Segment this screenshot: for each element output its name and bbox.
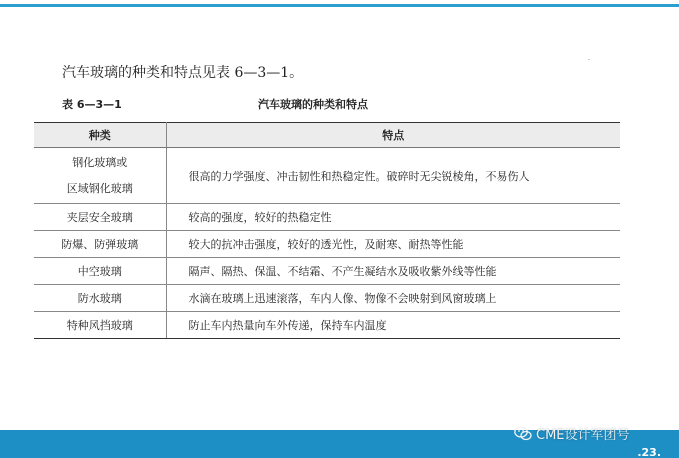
table-row: [34, 204, 620, 231]
feature-cell: 很高的力学强度、冲击韧性和热稳定性。破碎时无尖锐棱角，不易伤人: [166, 148, 620, 204]
wechat-icon: [514, 426, 532, 441]
top-accent-line: [0, 4, 679, 7]
page-number: .23.: [637, 446, 661, 458]
table-number: 表 6—3—1: [62, 98, 122, 111]
watermark-text: CME设计军团号: [536, 428, 630, 443]
glass-types-table: [34, 122, 620, 339]
type-cell: 夹层安全玻璃: [34, 204, 166, 231]
type-cell: 防水玻璃: [34, 285, 166, 312]
feature-cell: 防止车内热量向车外传递，保持车内温度: [166, 312, 620, 339]
feature-cell: 较大的抗冲击强度，较好的透光性，及耐寒、耐热等性能: [166, 231, 620, 258]
table-row: [34, 258, 620, 285]
feature-cell: 隔声、隔热、保温、不结霜、不产生凝结水及吸收紫外线等性能: [166, 258, 620, 285]
feature-cell: 水滴在玻璃上迅速滚落，车内人像、物像不会映射到风窗玻璃上: [166, 285, 620, 312]
header-feature: 特点: [166, 123, 620, 148]
type-cell: 中空玻璃: [34, 258, 166, 285]
table-row: [34, 285, 620, 312]
header-type: 种类: [34, 123, 166, 148]
intro-text: 汽车玻璃的种类和特点见表 6—3—1。: [62, 65, 304, 81]
table-row: [34, 148, 620, 204]
type-cell: 特种风挡玻璃: [34, 312, 166, 339]
feature-cell: 较高的强度，较好的热稳定性: [166, 204, 620, 231]
table-row: [34, 231, 620, 258]
watermark: [514, 424, 630, 443]
type-line: 区域钢化玻璃: [66, 181, 133, 195]
type-cell: [34, 148, 166, 204]
stray-dot: ·: [588, 57, 590, 64]
table-row: [34, 312, 620, 339]
table-header-row: [34, 123, 620, 148]
type-line: 钢化玻璃或: [72, 155, 128, 169]
table-title: 汽车玻璃的种类和特点: [258, 98, 368, 111]
type-cell: 防爆、防弹玻璃: [34, 231, 166, 258]
